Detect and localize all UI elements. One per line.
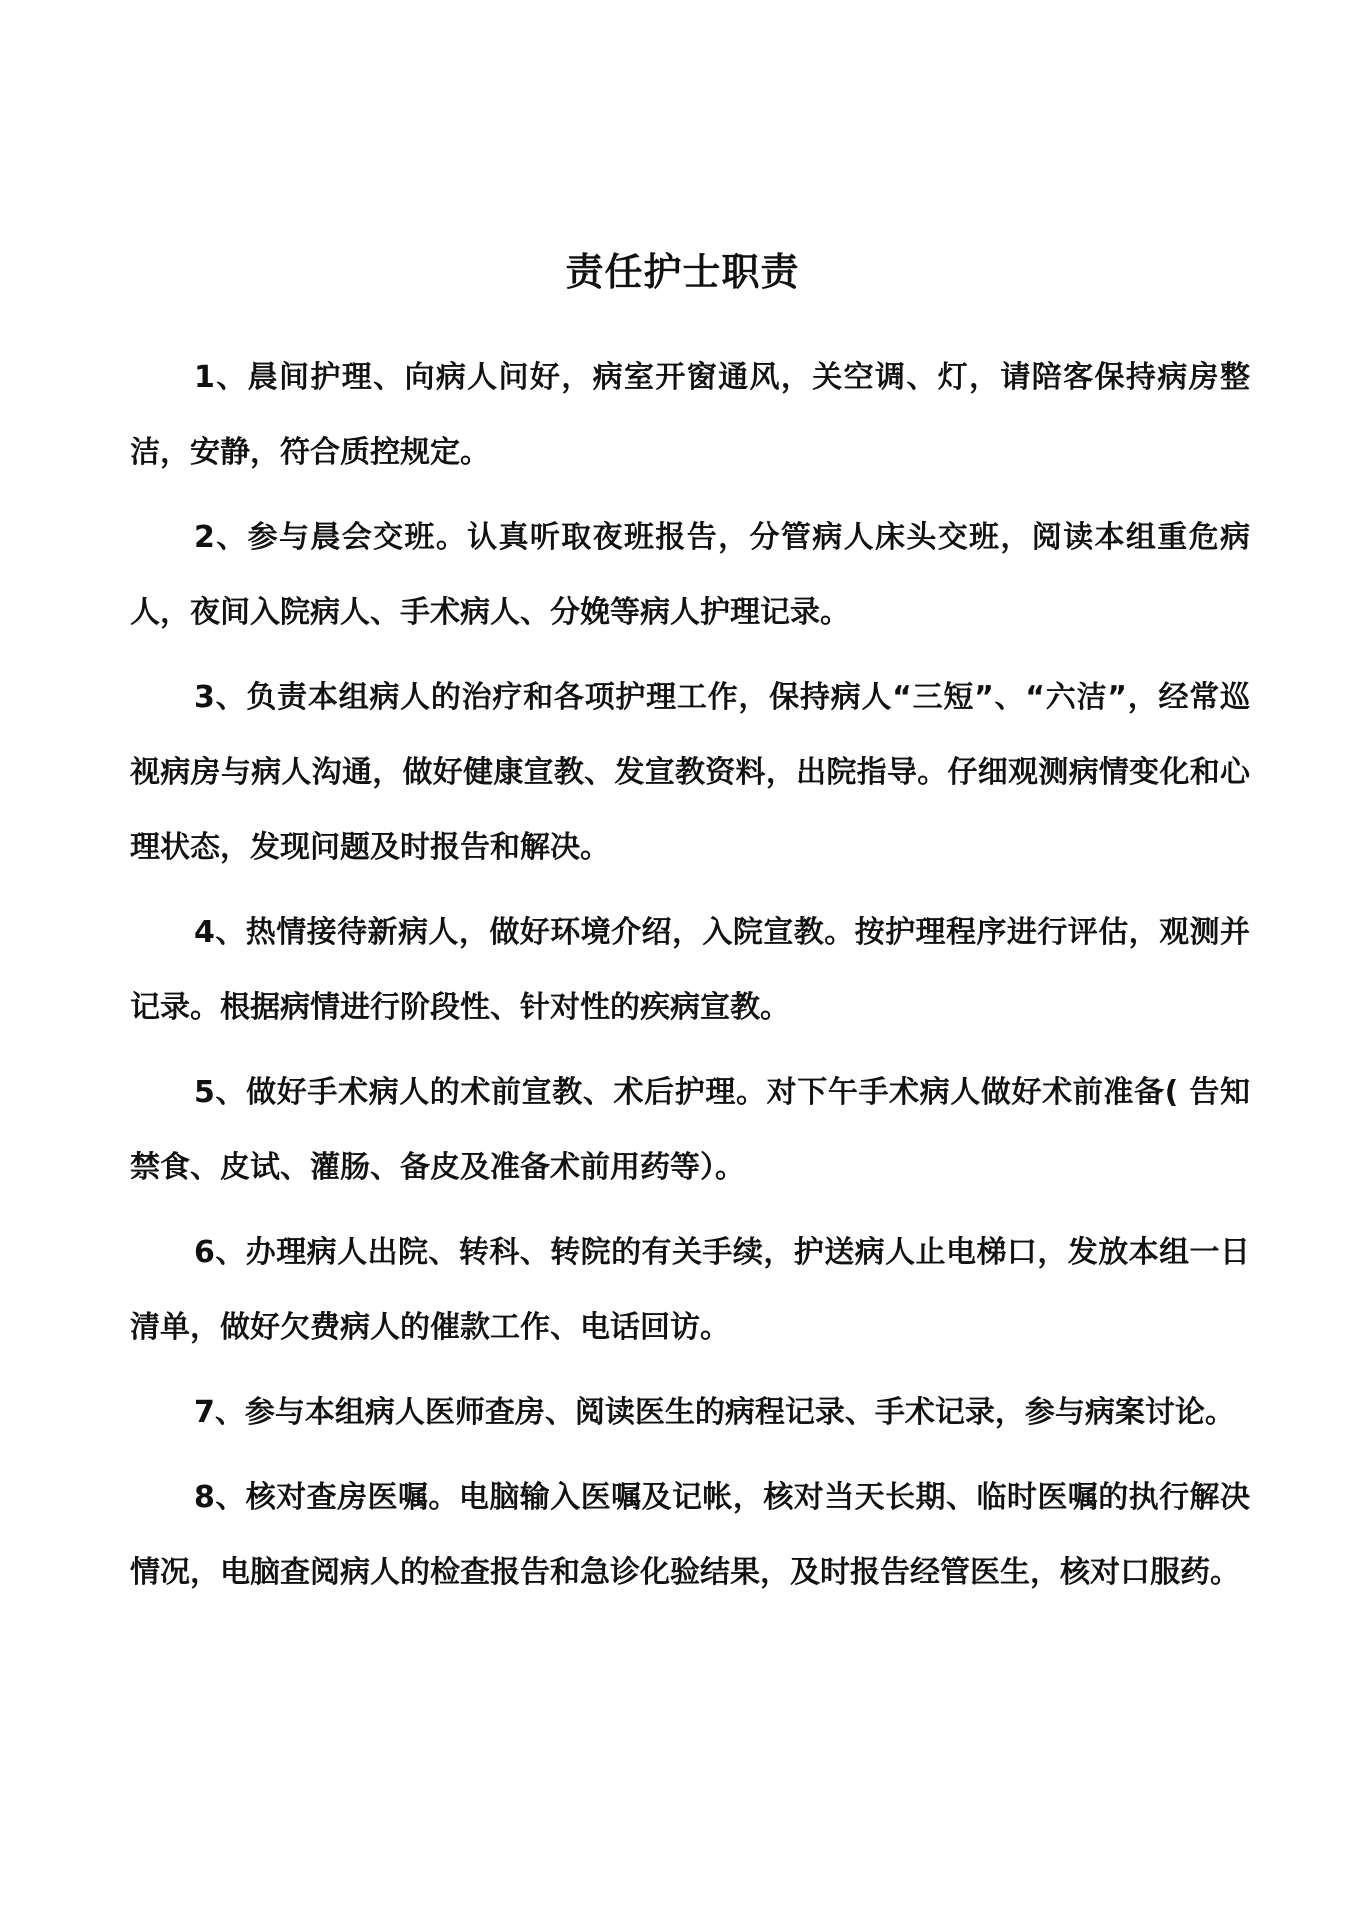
duty-item-4: 4、热情接待新病人，做好环境介绍，入院宣教。按护理程序进行评估，观测并记录。根据病情进行阶段性、针对性的疾病宣教。 xyxy=(130,915,1250,1025)
duty-item-3: 3、负责本组病人的治疗和各项护理工作，保持病人“三短”、“六洁”，经常巡视病房与病人沟通，做好健康宣教、发宣教资料，出院指导。仔细观测病情变化和心理状态，发现问题及时报告和解决。 xyxy=(130,680,1250,865)
duty-list xyxy=(130,340,1250,1620)
document-title: 责任护士职责 xyxy=(565,250,800,294)
duty-item-8: 8、核对查房医嘱。电脑输入医嘱及记帐，核对当天长期、临时医嘱的执行解决情况，电脑查阅病人的检查报告和急诊化验结果，及时报告经管医生，核对口服药。 xyxy=(130,1480,1250,1590)
duty-item-6: 6、办理病人出院、转科、转院的有关手续，护送病人止电梯口，发放本组一日清单，做好欠费病人的催款工作、电话回访。 xyxy=(130,1235,1250,1345)
duty-item-2: 2、参与晨会交班。认真听取夜班报告，分管病人床头交班，阅读本组重危病人，夜间入院病人、手术病人、分娩等病人护理记录。 xyxy=(130,520,1250,630)
duty-item-5: 5、做好手术病人的术前宣教、术后护理。对下午手术病人做好术前准备( 告知禁食、皮试、灌肠、备皮及准备术前用药等）。 xyxy=(130,1075,1250,1185)
duty-item-1: 1、晨间护理、向病人问好，病室开窗通风，关空调、灯，请陪客保持病房整洁，安静，符合质控规定。 xyxy=(130,360,1250,470)
duty-item-7: 7、参与本组病人医师查房、阅读医生的病程记录、手术记录，参与病案讨论。 xyxy=(194,1395,1235,1430)
